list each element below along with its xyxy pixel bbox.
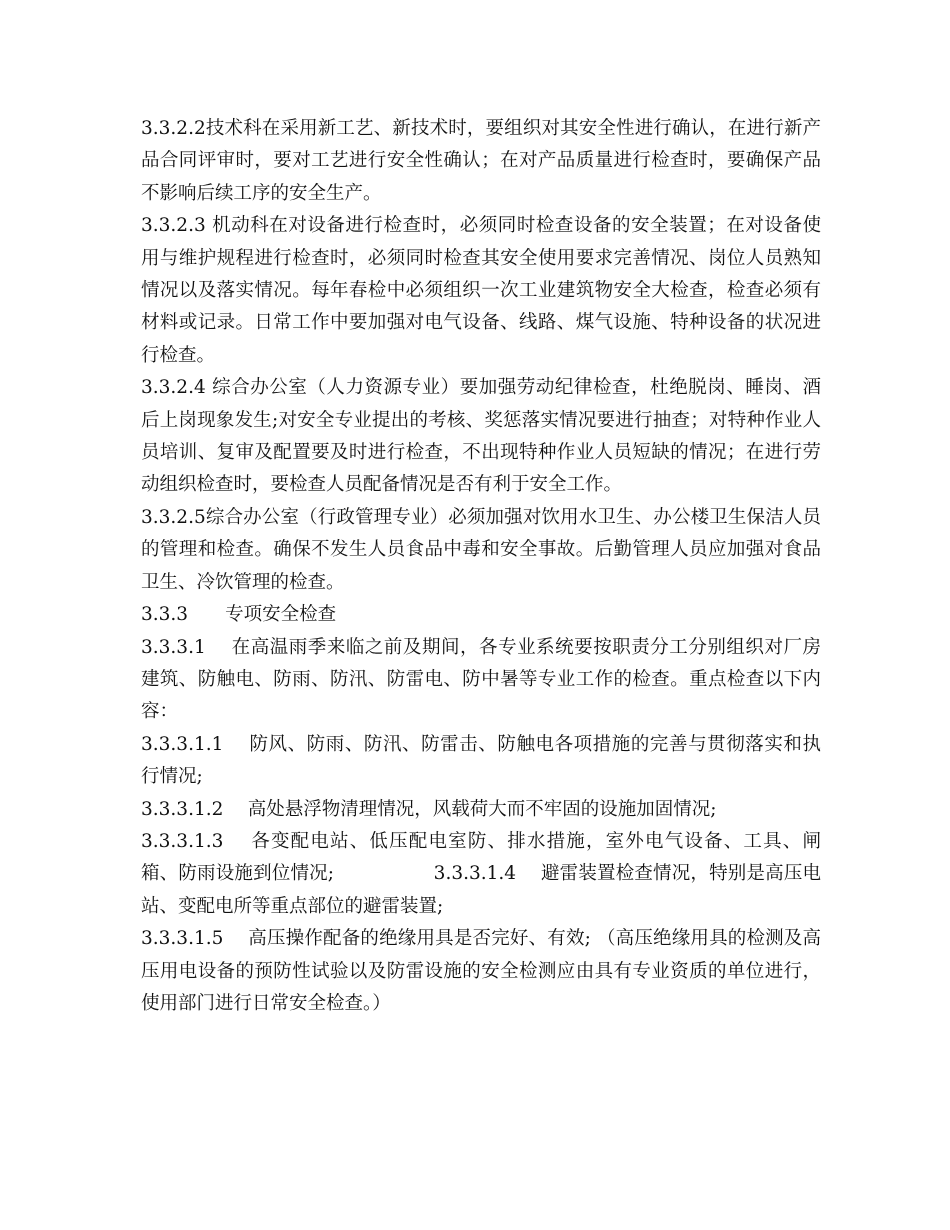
- paragraph-3-3-2-4: 3.3.2.4 综合办公室（人力资源专业）要加强劳动纪律检查，杜绝脱岗、睡岗、酒后上岗现象发生;对安全专业提出的考核、奖惩落实情况要进行抽查；对特种作业人员培训、复审及配置要及时进行检查，不出现特种作业人员短缺的情况；在进行劳动组织检查时，要检查人员配备情况是否有利于安全工作。: [141, 377, 821, 496]
- document-body: [141, 113, 821, 1020]
- list-item-3-3-3-1-2: 3.3.3.1.2 高处悬浮物清理情况，风载荷大而不牢固的设施加固情况;: [141, 798, 717, 820]
- list-item-3-3-3-1-3: 3.3.3.1.3 各变配电站、低压配电室防、排水措施，室外电气设备、工具、闸箱、防雨设施到位情况; 3.3.3.1.4 避雷装置检查情况，特别是高压电站、变配电所等重点部位的避雷装置;: [141, 830, 821, 917]
- section-heading-3-3-3: 3.3.3 专项安全检查: [141, 604, 337, 626]
- list-item-3-3-3-1-5: 3.3.3.1.5 高压操作配备的绝缘用具是否完好、有效; （高压绝缘用具的检测及高压用电设备的预防性试验以及防雷设施的安全检测应由具有专业资质的单位进行，使用部门进行日常安全检查。）: [141, 928, 821, 1014]
- paragraph-3-3-3-1: 3.3.3.1 在高温雨季来临之前及期间，各专业系统要按职责分工分别组织对厂房建筑、防触电、防雨、防汛、防雷电、防中暑等专业工作的检查。重点检查以下内容：: [141, 636, 821, 723]
- paragraph-3-3-2-3: 3.3.2.3 机动科在对设备进行检查时，必须同时检查设备的安全装置；在对设备使用与维护规程进行检查时，必须同时检查其安全使用要求完善情况、岗位人员熟知情况以及落实情况。每年春检中必须组织一次工业建筑物安全大检查，检查必须有材料或记录。日常工作中要加强对电气设备、线路、煤气设施、特种设备的状况进行检查。: [141, 215, 821, 366]
- list-item-3-3-3-1-1: 3.3.3.1.1 防风、防雨、防汛、防雷击、防触电各项措施的完善与贯彻落实和执行情况;: [141, 733, 821, 788]
- paragraph-3-3-2-2: 3.3.2.2技术科在采用新工艺、新技术时，要组织对其安全性进行确认，在进行新产品合同评审时，要对工艺进行安全性确认；在对产品质量进行检查时，要确保产品不影响后续工序的安全生产。: [141, 118, 821, 204]
- paragraph-3-3-2-5: 3.3.2.5综合办公室（行政管理专业）必须加强对饮用水卫生、办公楼卫生保洁人员的管理和检查。确保不发生人员食品中毒和安全事故。后勤管理人员应加强对食品卫生、冷饮管理的检查。: [141, 506, 821, 593]
